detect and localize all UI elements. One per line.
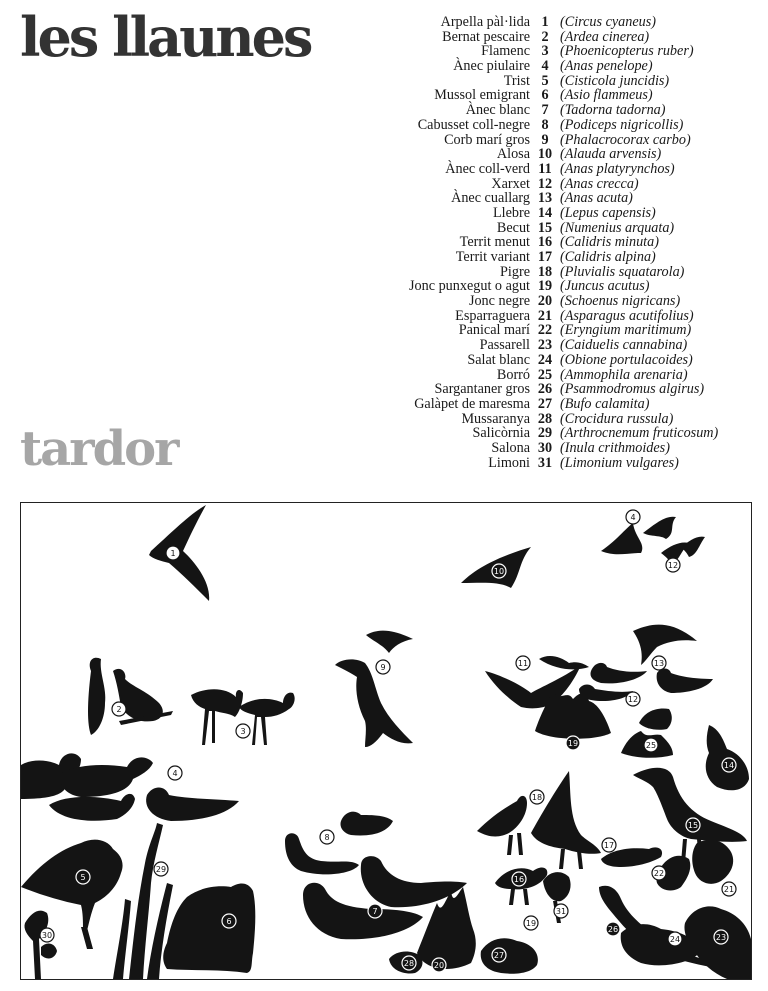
- species-number: 27: [537, 395, 553, 412]
- common-name: Xarxet: [491, 175, 530, 192]
- scientific-name: (Alauda arvensis): [560, 146, 662, 163]
- common-name: Salat blanc: [467, 351, 530, 368]
- legend-row: [350, 133, 765, 148]
- scene-number-label: [524, 916, 538, 930]
- common-name: Ànec piulaire: [453, 58, 530, 75]
- legend-row: [350, 88, 765, 103]
- plover-silhouette: [477, 771, 662, 869]
- scientific-name: (Obione portulacoides): [560, 351, 693, 368]
- swimming-ducks-silhouette: [579, 663, 713, 701]
- owl-silhouette: [163, 884, 255, 973]
- legend-row: [350, 59, 765, 74]
- scientific-name: (Psammodromus algirus): [560, 381, 705, 398]
- golden-samphire-silhouette: [24, 911, 57, 979]
- legend-row: [350, 147, 765, 162]
- common-name: Mussol emigrant: [434, 87, 530, 104]
- species-number: 19: [537, 278, 553, 295]
- scene-number-label: [666, 558, 680, 572]
- scene-number-label: [722, 758, 736, 772]
- scene-number-label: [222, 914, 236, 928]
- scientific-name: (Caiduelis cannabina): [560, 337, 688, 354]
- legend-row: [350, 338, 765, 353]
- svg-text:19: 19: [525, 919, 537, 928]
- legend-row: [350, 74, 765, 89]
- legend-row: [350, 397, 765, 412]
- species-number: 17: [537, 249, 553, 265]
- scientific-name: (Anas acuta): [560, 190, 633, 207]
- legend-row: [350, 323, 765, 338]
- scientific-name: (Eryngium maritimum): [560, 322, 692, 339]
- svg-text:16: 16: [513, 875, 525, 884]
- species-number: 3: [541, 43, 549, 60]
- scene-number-label: [626, 510, 640, 524]
- species-number: 8: [541, 116, 549, 133]
- svg-text:6: 6: [226, 917, 232, 926]
- species-number: 1: [541, 14, 549, 30]
- common-name: Territ variant: [455, 249, 530, 265]
- svg-text:11: 11: [517, 659, 529, 668]
- legend-row: [350, 191, 765, 206]
- scientific-name: (Calidris alpina): [560, 249, 656, 265]
- svg-text:30: 30: [41, 931, 53, 940]
- svg-text:15: 15: [687, 821, 699, 830]
- species-number: 23: [537, 337, 553, 354]
- cormorant-silhouette: [335, 659, 413, 747]
- scene-number-label: [320, 830, 334, 844]
- scientific-name: (Calidris minuta): [560, 234, 659, 251]
- species-number: 16: [537, 234, 553, 251]
- illustration-scene: [20, 502, 752, 980]
- species-number: 10: [537, 146, 553, 163]
- scientific-name: (Anas platyrynchos): [560, 160, 675, 177]
- legend-row: [350, 426, 765, 441]
- legend-row: [350, 250, 765, 265]
- scene-number-label: [40, 928, 54, 942]
- common-name: Ànec cuallarg: [451, 190, 530, 207]
- legend-row: [350, 30, 765, 45]
- common-name: Salona: [491, 439, 530, 456]
- svg-text:12: 12: [667, 561, 679, 570]
- common-name: Corb marí gros: [444, 131, 530, 148]
- legend-row: [350, 309, 765, 324]
- svg-text:19: 19: [567, 739, 579, 748]
- scene-number-label: [402, 956, 416, 970]
- scene-number-label: [652, 656, 666, 670]
- scene-number-label: [530, 790, 544, 804]
- legend-row: [350, 294, 765, 309]
- scientific-name: (Asio flammeus): [560, 87, 653, 104]
- scientific-name: (Ammophila arenaria): [560, 366, 688, 383]
- common-name: Ànec blanc: [465, 102, 530, 119]
- species-number: 28: [537, 410, 553, 427]
- svg-text:17: 17: [603, 841, 615, 850]
- scientific-name: (Numenius arquata): [560, 219, 675, 236]
- svg-text:3: 3: [240, 727, 246, 736]
- scene-number-label: [554, 904, 568, 918]
- scientific-name: (Inula crithmoides): [560, 439, 670, 456]
- species-number: 11: [538, 160, 552, 177]
- svg-text:13: 13: [653, 659, 665, 668]
- scene-number-label: [492, 564, 506, 578]
- species-number: 31: [537, 454, 553, 471]
- legend-row: [350, 221, 765, 236]
- scientific-name: (Circus cyaneus): [560, 14, 657, 30]
- species-number: 20: [537, 293, 553, 310]
- scientific-name: (Bufo calamita): [560, 395, 650, 412]
- svg-text:26: 26: [607, 925, 619, 934]
- svg-text:2: 2: [116, 705, 122, 714]
- species-number: 30: [537, 439, 553, 456]
- svg-text:10: 10: [493, 567, 505, 576]
- legend-row: [350, 441, 765, 456]
- scientific-name: (Lepus capensis): [560, 204, 656, 221]
- svg-text:25: 25: [645, 741, 657, 750]
- scientific-name: (Cisticola juncidis): [560, 72, 670, 89]
- scientific-name: (Anas penelope): [560, 58, 653, 75]
- scientific-name: (Limonium vulgares): [560, 454, 679, 471]
- scene-number-label: [644, 738, 658, 752]
- legend-row: [350, 118, 765, 133]
- legend-row: [350, 177, 765, 192]
- svg-text:5: 5: [80, 873, 86, 882]
- legend-row: [350, 44, 765, 59]
- svg-text:18: 18: [531, 793, 543, 802]
- scientific-name: (Anas crecca): [560, 175, 639, 192]
- scene-number-label: [722, 882, 736, 896]
- legend-row: [350, 15, 765, 30]
- svg-text:4: 4: [630, 513, 636, 522]
- toad-silhouette: [481, 938, 538, 973]
- svg-text:14: 14: [723, 761, 735, 770]
- common-name: Pigre: [500, 263, 530, 280]
- scene-number-label: [602, 838, 616, 852]
- scene-number-label: [566, 736, 580, 750]
- sea-holly-silhouette: [653, 840, 733, 891]
- svg-text:21: 21: [723, 885, 735, 894]
- svg-text:27: 27: [493, 951, 505, 960]
- common-name: Panical marí: [458, 322, 530, 339]
- legend-row: [350, 456, 765, 471]
- scene-number-label: [76, 870, 90, 884]
- scene-number-label: [516, 656, 530, 670]
- svg-text:8: 8: [324, 833, 330, 842]
- scientific-name: (Tadorna tadorna): [560, 102, 666, 119]
- scientific-name: (Asparagus acutifolius): [560, 307, 694, 324]
- common-name: Becut: [496, 219, 530, 236]
- species-number: 14: [537, 204, 553, 221]
- species-number: 18: [537, 263, 553, 280]
- species-number: 25: [537, 366, 553, 383]
- svg-text:20: 20: [433, 961, 445, 970]
- svg-text:4: 4: [172, 769, 178, 778]
- legend-row: [350, 353, 765, 368]
- legend-row: [350, 265, 765, 280]
- season-title: tardor: [20, 421, 178, 477]
- svg-text:23: 23: [715, 933, 727, 942]
- legend-row: [350, 368, 765, 383]
- scene-number-label: [154, 862, 168, 876]
- page-title: les llaunes: [20, 5, 311, 69]
- scene-number-label: [368, 904, 382, 918]
- common-name: Arpella pàl·lida: [440, 14, 530, 30]
- common-name: Cabusset coll-negre: [417, 116, 530, 133]
- common-name: Territ menut: [459, 234, 530, 251]
- scene-number-label: [512, 872, 526, 886]
- common-name: Esparraguera: [455, 307, 530, 324]
- scene-number-label: [112, 702, 126, 716]
- scene-number-label: [168, 766, 182, 780]
- heron-silhouette: [88, 658, 173, 735]
- species-number: 21: [537, 307, 553, 324]
- species-number: 26: [537, 381, 553, 398]
- common-name: Passarell: [479, 337, 530, 354]
- svg-text:12: 12: [627, 695, 639, 704]
- scientific-name: (Juncus acutus): [560, 278, 650, 295]
- small-flying-bird-silhouette: [366, 631, 413, 653]
- species-number: 4: [541, 58, 549, 75]
- common-name: Bernat pescaire: [442, 28, 530, 45]
- common-name: Llebre: [492, 204, 530, 221]
- species-number: 12: [537, 175, 553, 192]
- common-name: Jonc punxegut o agut: [409, 278, 530, 295]
- scientific-name: (Crocidura russula): [560, 410, 674, 427]
- scene-number-label: [492, 948, 506, 962]
- scene-number-label: [376, 660, 390, 674]
- species-number: 13: [537, 190, 553, 207]
- legend-row: [350, 162, 765, 177]
- scientific-name: (Schoenus nigricans): [560, 293, 681, 310]
- common-name: Limoni: [488, 454, 530, 471]
- common-name: Jonc negre: [468, 293, 530, 310]
- species-number: 2: [541, 28, 549, 45]
- scene-number-label: [626, 692, 640, 706]
- species-number: 9: [541, 131, 549, 148]
- common-name: Sargantaner gros: [434, 381, 530, 398]
- species-number: 29: [537, 425, 553, 442]
- scientific-name: (Phoenicopterus ruber): [560, 43, 694, 60]
- legend-row: [350, 235, 765, 250]
- scientific-name: (Phalacrocorax carbo): [560, 131, 691, 148]
- common-name: Galàpet de maresma: [414, 395, 530, 412]
- common-name: Salicòrnia: [472, 425, 530, 442]
- scene-number-label: [606, 922, 620, 936]
- common-name: Mussaranya: [461, 410, 530, 427]
- svg-text:24: 24: [669, 935, 681, 944]
- legend-row: [350, 103, 765, 118]
- svg-text:31: 31: [555, 907, 567, 916]
- svg-text:1: 1: [170, 549, 176, 558]
- scientific-name: (Ardea cinerea): [560, 28, 650, 45]
- scene-number-label: [236, 724, 250, 738]
- common-name: Borró: [496, 366, 530, 383]
- common-name: Ànec coll-verd: [445, 160, 530, 177]
- scene-number-label: [432, 958, 446, 972]
- legend-row: [350, 382, 765, 397]
- wigeon-silhouette: [21, 753, 239, 821]
- species-legend: [350, 15, 765, 470]
- scene-number-label: [166, 546, 180, 560]
- legend-row: [350, 279, 765, 294]
- flying-ducks-silhouette: [601, 517, 705, 565]
- species-number: 7: [541, 102, 549, 119]
- scientific-name: (Arthrocnemum fruticosum): [560, 425, 719, 442]
- svg-text:28: 28: [403, 959, 415, 968]
- svg-text:22: 22: [653, 869, 665, 878]
- svg-text:29: 29: [155, 865, 167, 874]
- species-number: 15: [537, 219, 553, 236]
- legend-row: [350, 206, 765, 221]
- scientific-name: (Podiceps nigricollis): [560, 116, 684, 133]
- species-number: 24: [537, 351, 553, 368]
- species-number: 6: [541, 87, 549, 104]
- common-name: Flamenc: [481, 43, 530, 60]
- svg-text:7: 7: [372, 907, 378, 916]
- scene-number-label: [668, 932, 682, 946]
- legend-row: [350, 412, 765, 427]
- scene-number-label: [686, 818, 700, 832]
- species-number: 22: [537, 322, 553, 339]
- species-number: 5: [541, 72, 549, 89]
- scene-number-label: [714, 930, 728, 944]
- common-name: Trist: [503, 72, 530, 89]
- svg-text:9: 9: [380, 663, 386, 672]
- scene-number-label: [652, 866, 666, 880]
- common-name: Alosa: [496, 146, 530, 163]
- scientific-name: (Pluvialis squatarola): [560, 263, 685, 280]
